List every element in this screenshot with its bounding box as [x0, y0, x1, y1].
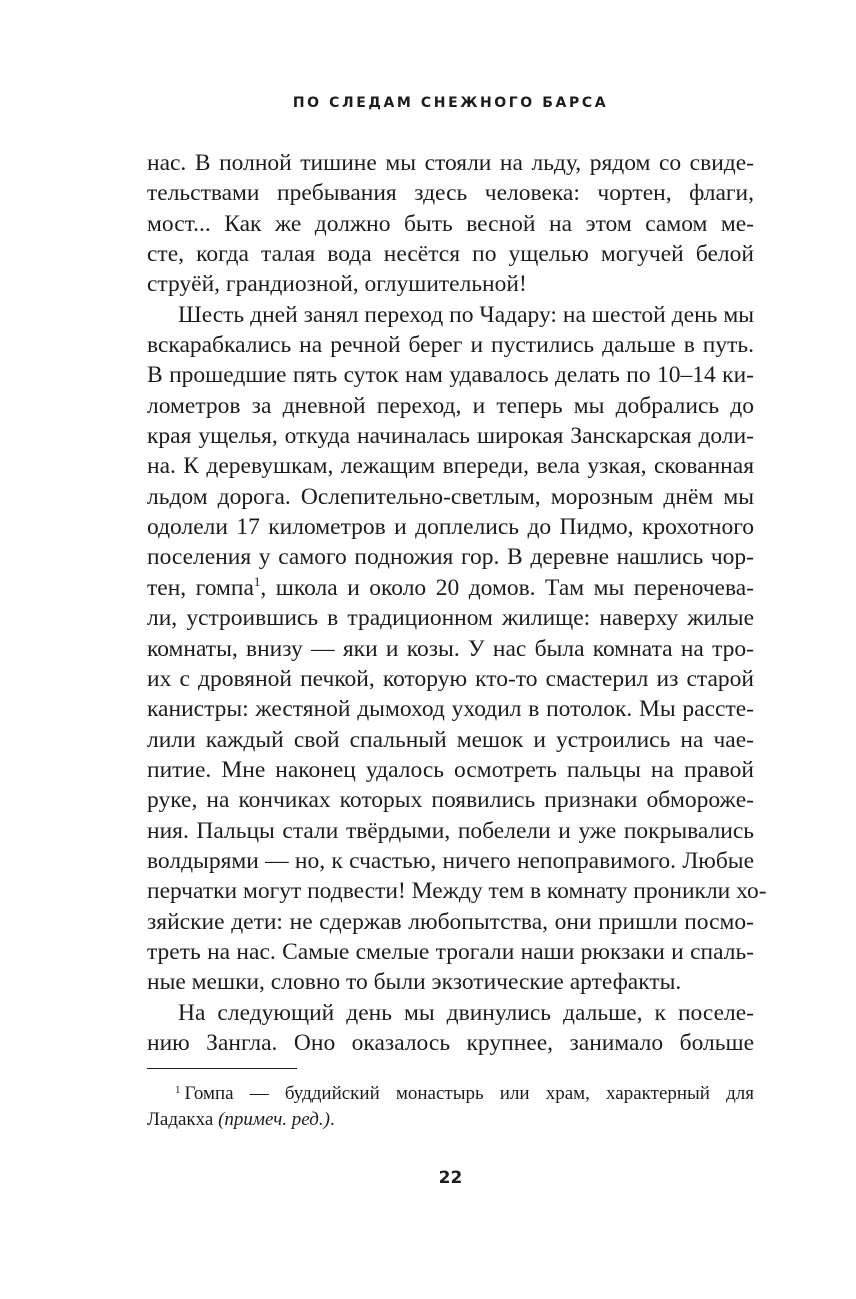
text-segment: , школа и около 20 домов. Там мы переночева- [260, 574, 754, 601]
text-line: Шесть дней занял переход по Чадару: на шестой день мы [178, 301, 754, 328]
editor-note: (примеч. ред.) [218, 1109, 330, 1130]
page-number: 22 [438, 1168, 463, 1188]
text-line: вскарабкались на речной берег и пустились дальше в путь. [147, 332, 754, 359]
text-line: комнаты, внизу — яки и козы. У нас была комната на тро- [147, 635, 754, 662]
text-line: руке, на кончиках которых появились признаки обморожe- [147, 787, 754, 814]
footnote-text: Ладакха [147, 1109, 219, 1130]
text-line: канистры: жестяной дымоход уходил в потолок. Мы рассте- [147, 696, 754, 723]
text-line: На следующий день мы двинулись дальше, к поселе- [178, 999, 754, 1026]
running-head: ПО СЛЕДАМ СНЕЖНОГО БАРСА [292, 95, 609, 111]
text-line: нию Зангла. Оно оказалось крупнее, занимало больше [147, 1029, 754, 1056]
text-line: волдырями — но, к счастью, ничего непоправимого. Любые [147, 847, 754, 874]
text-line: их с дровяной печкой, которую кто-то смастерил из старой [147, 665, 754, 692]
text-line: края ущелья, откуда начиналась широкая Занскарская доли- [147, 423, 754, 450]
text-line: треть на нас. Самые смелые трогали наши рюкзаки и спаль- [147, 938, 754, 965]
paragraph-1 [147, 148, 754, 300]
main-text [147, 148, 767, 1058]
text-line: сте, когда талая вода несётся по ущелью могучей белой [147, 241, 754, 268]
text-line: тельствами пребывания здесь человека: чортен, флаги, [147, 180, 754, 207]
paragraph-2 [147, 300, 767, 998]
footnote-reference: 1 [253, 573, 261, 589]
text-line: зяйские дети: не сдержав любопытства, они пришли посмо- [147, 908, 754, 935]
footnote-line [147, 1081, 754, 1107]
text-line: лили каждый свой спальный мешок и устроились на чае- [147, 726, 754, 753]
footnote-line [147, 1107, 754, 1133]
text-line: одолели 17 километров и доплелись до Пидмо, крохотного [147, 514, 754, 541]
text-line: перчатки могут подвести! Между тем в комнату проникли хо- [147, 878, 767, 905]
text-line: лометров за дневной переход, и теперь мы добрались до [147, 392, 754, 419]
footnote-text: . [329, 1109, 335, 1130]
text-line: В прошедшие пять суток нам удавалось делать по 10–14 ки- [147, 362, 754, 389]
text-line: ные мешки, словно то были экзотические артефакты. [147, 969, 682, 996]
text-line: ния. Пальцы стали твёрдыми, побелели и уже покрывались [147, 817, 754, 844]
footnote [147, 1081, 754, 1133]
footnote-marker: 1 [175, 1084, 181, 1096]
text-line: льдом дорога. Ослепительно-светлым, морозным днём мы [147, 483, 754, 510]
footnote-separator [147, 1068, 297, 1069]
paragraph-3 [147, 998, 754, 1059]
text-line-with-footnote-ref [147, 573, 754, 603]
footnote-text: Гомпа — буддийский монастырь или храм, характерный для [184, 1083, 754, 1104]
text-line: питие. Мне наконец удалось осмотреть пальцы на правой [147, 756, 754, 783]
text-line: нас. В полной тишине мы стояли на льду, рядом со свиде- [147, 150, 754, 176]
text-line: на. К деревушкам, лежащим впереди, вела узкая, скованная [147, 453, 754, 480]
text-segment: тен, гомпа [147, 574, 254, 601]
text-line: струёй, грандиозной, оглушительной! [147, 271, 527, 298]
text-line: мост... Как же должно быть весной на этом самом ме- [147, 210, 754, 237]
text-line: ли, устроившись в традиционном жилище: наверху жилые [147, 605, 754, 632]
text-line: поселения у самого подножия гор. В деревне нашлись чор- [147, 544, 754, 571]
